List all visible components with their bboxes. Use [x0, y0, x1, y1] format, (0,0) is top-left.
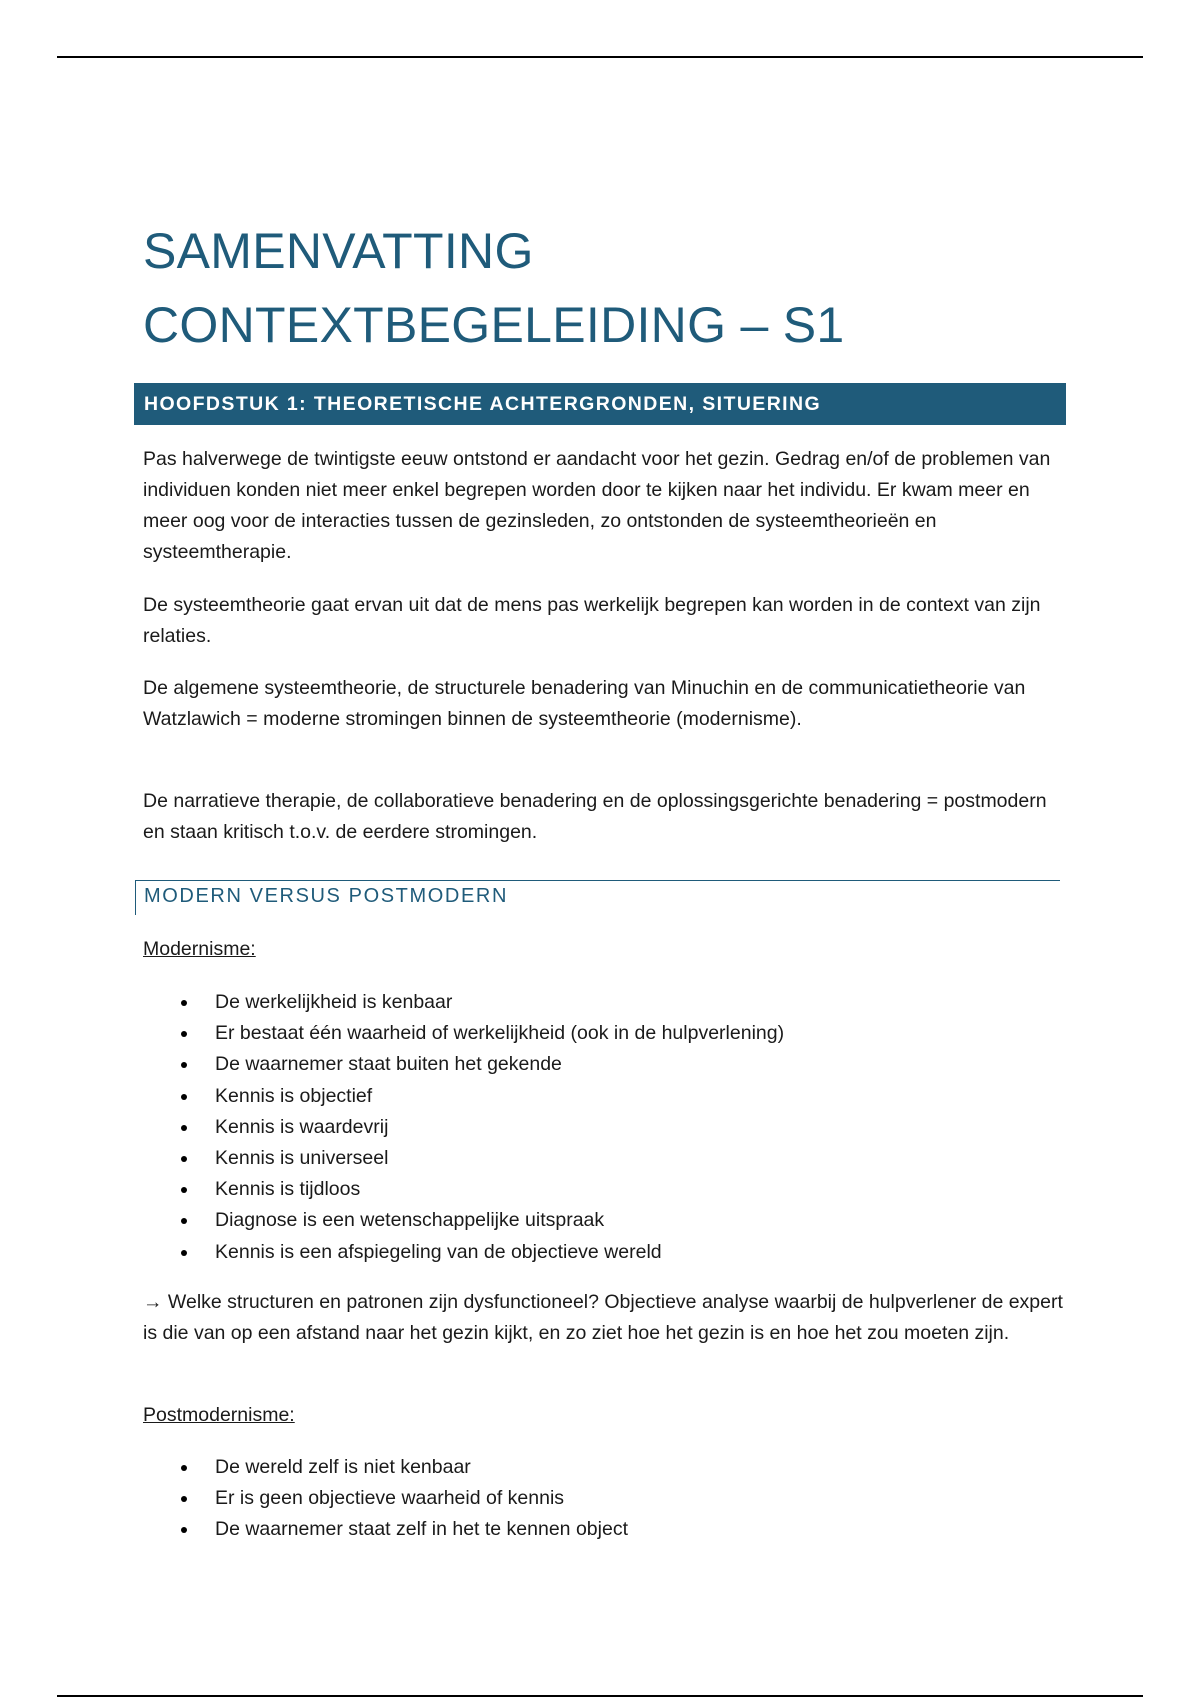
list-item: [143, 1018, 784, 1049]
list-item-text: De waarnemer staat buiten het gekende: [215, 1053, 562, 1076]
bullet-icon: [181, 1465, 187, 1471]
list-item-text: De werkelijkheid is kenbaar: [215, 991, 453, 1013]
list-item: [143, 1205, 784, 1236]
list-item-text: Kennis is objectief: [215, 1084, 373, 1107]
postmodernism-list: [143, 1452, 628, 1546]
intro-paragraph-2: De systeemtheorie gaat ervan uit dat de mens pas werkelijk begrepen kan worden in de context van zijn relaties.: [143, 594, 1041, 647]
list-item-text: Kennis is waardevrij: [215, 1115, 389, 1138]
modernism-list: [143, 987, 784, 1268]
bullet-icon: [181, 1031, 187, 1037]
list-item: [143, 1514, 628, 1545]
list-item-text: Kennis is tijdloos: [215, 1178, 361, 1201]
chapter-heading: HOOFDSTUK 1: THEORETISCHE ACHTERGRONDEN, SITUERING: [144, 393, 822, 415]
list-item-text: De waarnemer staat zelf in het te kennen object: [215, 1518, 628, 1541]
list-item-text: Kennis is universeel: [215, 1147, 389, 1170]
list-item-text: Kennis is een afspiegeling van de objectieve wereld: [215, 1240, 662, 1263]
bullet-icon: [181, 1187, 187, 1193]
list-item-text: Diagnose is een wetenschappelijke uitspraak: [215, 1209, 605, 1232]
list-item: [143, 1483, 628, 1514]
bullet-icon: [181, 1156, 187, 1162]
bullet-icon: [181, 1496, 187, 1502]
section-heading: MODERN VERSUS POSTMODERN: [144, 885, 508, 907]
bullet-icon: [181, 1250, 187, 1256]
intro-paragraph-1: Pas halverwege de twintigste eeuw ontstond er aandacht voor het gezin. Gedrag en/of de problemen van individuen konden niet meer enkel begrepen worden door te kijken naar het individu. Er kwam meer en meer oog voor de interacties tussen de gezinsleden, zo ontstonden de systeemtheorieën en systeemtherapie.: [143, 448, 1051, 563]
list-item: [143, 987, 784, 1018]
list-item-text: De wereld zelf is niet kenbaar: [215, 1456, 471, 1478]
section-heading-box: [135, 880, 1060, 915]
list-item-text: Er bestaat één waarheid of werkelijkheid (ook in de hulpverlening): [215, 1022, 785, 1045]
bullet-icon: [181, 1218, 187, 1224]
bullet-icon: [181, 1527, 187, 1533]
list-item: [143, 1237, 784, 1268]
document-title: [143, 214, 845, 362]
list-item-text: Er is geen objectieve waarheid of kennis: [215, 1487, 565, 1510]
intro-paragraph-3: De algemene systeemtheorie, de structurele benadering van Minuchin en de communicatietheorie van Watzlawich = moderne stromingen binnen de systeemtheorie (modernisme).: [143, 677, 1026, 730]
intro-paragraph-4: De narratieve therapie, de collaboratieve benadering en de oplossingsgerichte benadering = postmodern en staan kritisch t.o.v. de eerdere stromingen.: [143, 790, 1047, 843]
title-line-2: CONTEXTBEGELEIDING – S1: [143, 297, 845, 353]
list-item: [143, 1143, 784, 1174]
list-item: [143, 1112, 784, 1143]
title-line-1: SAMENVATTING: [143, 223, 534, 279]
chapter-heading-bar: [134, 383, 1066, 425]
page-bottom-rule: [57, 1695, 1143, 1697]
page-top-rule: [57, 56, 1143, 58]
list-item: [143, 1174, 784, 1205]
bullet-icon: [181, 1125, 187, 1131]
postmodernism-label: Postmodernisme:: [143, 1404, 295, 1426]
bullet-icon: [181, 1000, 187, 1006]
bullet-icon: [181, 1062, 187, 1068]
bullet-icon: [181, 1094, 187, 1100]
modernism-label: Modernisme:: [143, 938, 256, 960]
list-item: [143, 1452, 628, 1483]
modernism-conclusion: → Welke structuren en patronen zijn dysfunctioneel? Objectieve analyse waarbij de hulpverlener de expert is die van op een afstand naar het gezin kijkt, en zo ziet hoe het gezin is en hoe het zou moeten zijn.: [143, 1291, 1063, 1344]
list-item: [143, 1049, 784, 1080]
list-item: [143, 1081, 784, 1112]
